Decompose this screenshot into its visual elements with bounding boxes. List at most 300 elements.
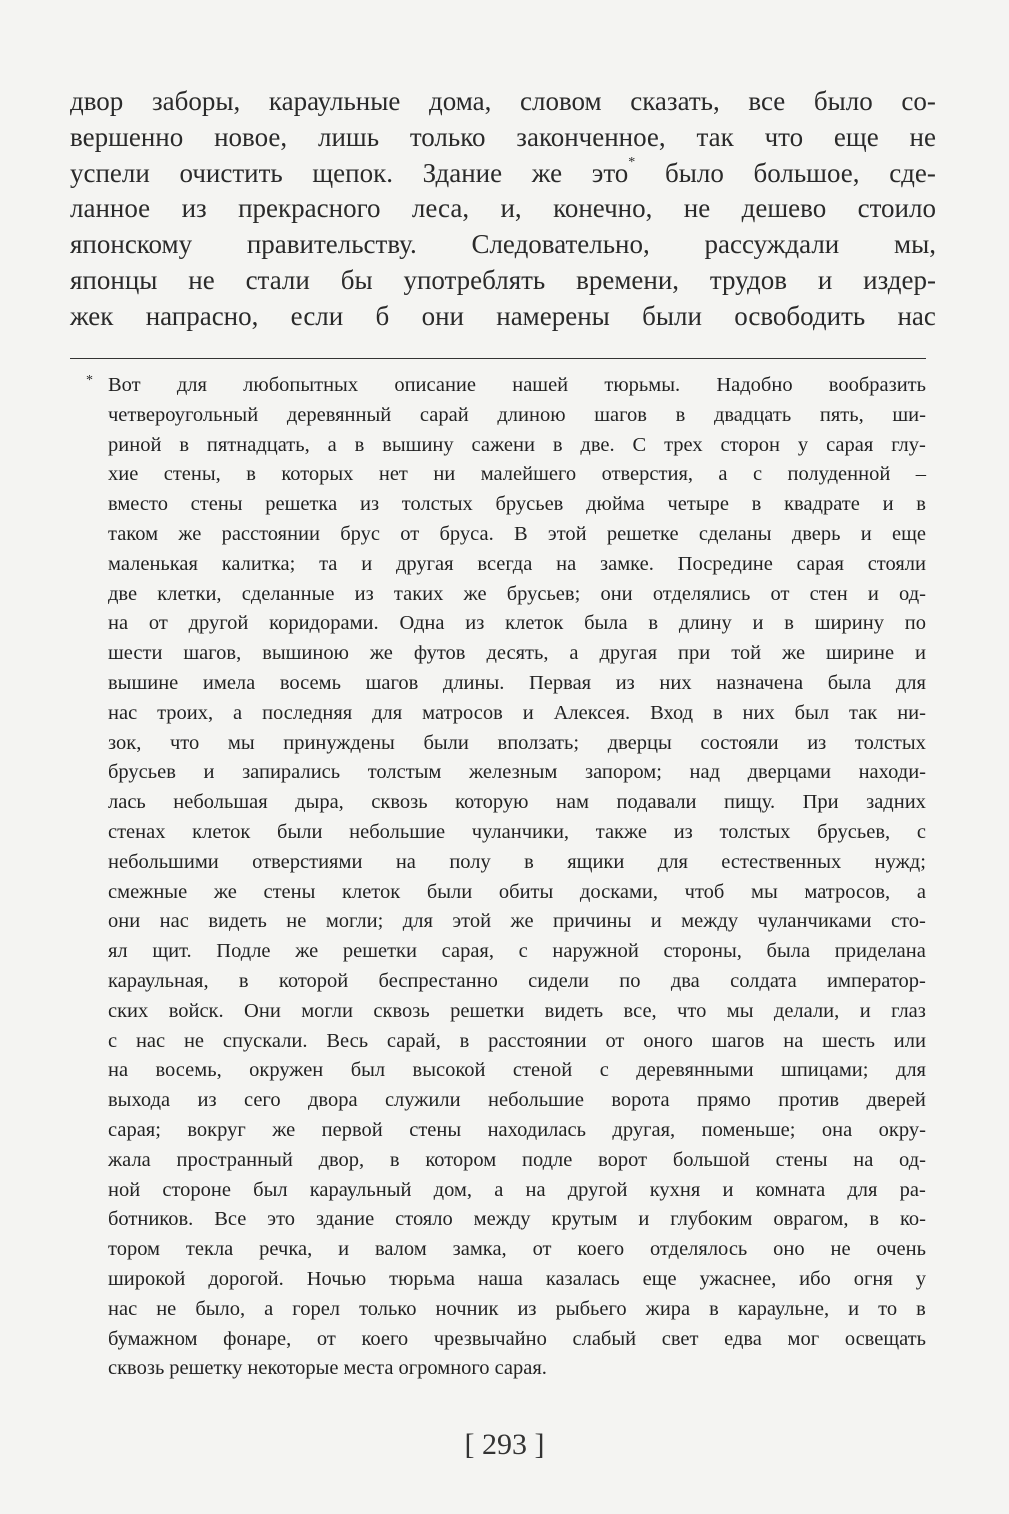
word: напрасно, [145, 300, 259, 331]
word: с [108, 1029, 118, 1052]
word: нужд; [874, 850, 926, 873]
footnote-line [108, 1295, 926, 1325]
word: в [246, 463, 256, 486]
word: трудов [709, 264, 787, 295]
word: не [830, 1238, 851, 1261]
footnote-line [108, 997, 926, 1027]
word: дорогой. [208, 1267, 284, 1290]
word: на [556, 552, 577, 575]
word: на [783, 1029, 804, 1052]
word: мы [751, 880, 778, 903]
word: тюрьма [389, 1267, 455, 1290]
word: всегда [477, 552, 533, 575]
word: могли [301, 999, 353, 1022]
word: глубоким [670, 1208, 753, 1231]
word: при [678, 642, 711, 665]
main_text-line [70, 263, 936, 299]
word: а [233, 701, 243, 724]
word: – [915, 463, 926, 486]
word: чуланчики, [471, 820, 570, 843]
word: дома, [429, 86, 492, 116]
word: же [272, 1118, 296, 1141]
word: замке. [600, 552, 654, 575]
word: ящики [567, 850, 625, 873]
word: первой [321, 1118, 383, 1141]
word: освещать [844, 1327, 926, 1350]
word: Вход [650, 701, 694, 724]
word: причины [553, 910, 632, 933]
word: и [752, 612, 764, 635]
word: дверцами [747, 761, 831, 784]
word: и [867, 582, 879, 605]
word: же [178, 522, 202, 545]
word: не [286, 910, 307, 933]
word: ских [108, 999, 149, 1022]
word: над [689, 761, 721, 784]
word: свет [661, 1327, 699, 1350]
word: которой [278, 969, 349, 992]
word: Следовательно, [471, 229, 650, 260]
word: лишь [317, 121, 380, 152]
word: в [751, 493, 762, 516]
word: расстоянии [488, 1029, 587, 1052]
word: другой [567, 1178, 628, 1201]
word: служили [384, 1089, 461, 1112]
word: из [181, 193, 207, 224]
word: мы, [894, 229, 936, 260]
word: прекрасного [238, 193, 381, 224]
word: было [813, 86, 873, 116]
word: риной [108, 433, 162, 456]
word: од- [899, 582, 926, 605]
word: стороны, [663, 940, 742, 963]
word: новое, [214, 121, 288, 152]
word: широкой [108, 1267, 186, 1290]
word: зок, [108, 731, 142, 754]
word: лась [108, 791, 146, 814]
word: спускали. [222, 1029, 308, 1052]
footnote-line [108, 1056, 926, 1086]
word: если [290, 300, 344, 331]
word: матросов [422, 701, 503, 724]
word: также [595, 820, 647, 843]
word: времени, [576, 264, 680, 295]
word: а [569, 642, 579, 665]
word: ворот [598, 1148, 648, 1171]
word: рассуждали [704, 229, 840, 260]
footnote-line [108, 1235, 926, 1265]
word: шагов [594, 403, 647, 426]
word: отверстиями [252, 850, 363, 873]
word: коего [577, 1238, 625, 1261]
word: футов [413, 642, 466, 665]
word: не [683, 193, 711, 224]
word: находи- [858, 761, 926, 784]
word: из [359, 493, 380, 516]
word: в [238, 969, 249, 992]
word: на [395, 850, 416, 873]
word: издер- [863, 264, 936, 295]
main_text-line [70, 299, 936, 335]
word: что [677, 999, 707, 1022]
word: вышиною [262, 642, 349, 665]
word: другая [395, 552, 454, 575]
word: другая, [612, 1118, 676, 1141]
word: решетку [169, 1357, 243, 1380]
word: другой [188, 612, 249, 635]
word: чтоб [684, 880, 725, 903]
word: дверцы [607, 731, 672, 754]
word: еще [642, 1267, 677, 1290]
word: от [605, 1029, 625, 1052]
word: щепок. [312, 157, 393, 188]
word: любопытных [243, 374, 359, 396]
main_text-line [70, 156, 936, 192]
word: мог [787, 1327, 820, 1350]
word: квадрате [784, 493, 860, 516]
word: была [584, 612, 628, 635]
word: из [354, 582, 374, 605]
word: замка, [452, 1238, 507, 1261]
footnote-line [108, 1086, 926, 1116]
word: вползать; [497, 731, 580, 754]
word: ко- [899, 1208, 926, 1231]
word: из [465, 612, 485, 635]
word: жира [645, 1297, 691, 1320]
word: было [664, 157, 724, 188]
word: небольшие [488, 1089, 584, 1112]
word: две. [580, 433, 615, 456]
word: них [742, 701, 775, 724]
word: в [524, 850, 534, 873]
word: отделялись [652, 582, 751, 605]
word: стояли [867, 552, 926, 575]
word: все [748, 86, 786, 116]
word: полу [449, 850, 491, 873]
word: и [338, 1238, 350, 1261]
word: шагов [365, 671, 419, 694]
word: наша [477, 1267, 523, 1290]
word: а [718, 463, 728, 486]
page-number: [ 293 ] [464, 1428, 545, 1461]
word: Алексея. [553, 701, 631, 724]
word: со- [901, 86, 936, 116]
word: Весь [326, 1029, 369, 1052]
footnote-divider [70, 358, 926, 359]
word: запирались [242, 761, 341, 784]
word: ворота [611, 1089, 670, 1112]
word: брусьев; [506, 582, 581, 605]
word: сего [243, 1089, 281, 1112]
word: леса, [411, 193, 470, 224]
footnote-line [108, 729, 926, 759]
word: ра- [899, 1178, 926, 1201]
footnote-line [108, 1265, 926, 1295]
word: клетки, [157, 582, 222, 605]
word: против [778, 1089, 840, 1112]
word: это* [591, 154, 636, 188]
word: или [893, 1029, 926, 1052]
word: и [638, 1208, 650, 1231]
word: брус [340, 522, 381, 545]
word: стеной [512, 1059, 573, 1082]
main_text-line [70, 84, 936, 120]
footnote-line [108, 490, 926, 520]
word: в [784, 612, 794, 635]
word: стороне [162, 1178, 231, 1201]
word: деревянными [636, 1059, 754, 1082]
word: щит. [152, 940, 192, 963]
word: сарая. [494, 1357, 547, 1380]
word: и [361, 552, 373, 575]
word: и, [500, 193, 522, 224]
word: едва [724, 1327, 762, 1350]
word: горел [292, 1297, 341, 1320]
footnote-line [108, 669, 926, 699]
word: троих, [157, 701, 214, 724]
word: с [916, 820, 926, 843]
word: между [473, 1208, 531, 1231]
word: успели [70, 157, 150, 188]
word: стены [775, 1148, 828, 1171]
word: толстых [401, 493, 473, 516]
word: освободить [734, 300, 866, 331]
word: толстым [367, 761, 442, 784]
footnote-line [108, 520, 926, 550]
word: длины. [442, 671, 505, 694]
word: чуланчиками [757, 910, 872, 933]
word: стали [245, 264, 310, 295]
word: стояло [395, 1208, 453, 1231]
word: толстых [719, 820, 791, 843]
word: беспрестанно [378, 969, 498, 992]
word: отверстия, [601, 463, 693, 486]
word: на [853, 1148, 874, 1171]
word: отделялось [649, 1238, 748, 1261]
footnote-line [108, 818, 926, 848]
word: был [350, 1059, 386, 1082]
word: калитка; [221, 552, 296, 575]
word: и [522, 701, 534, 724]
word: ибо [799, 1267, 831, 1290]
word: были [426, 880, 473, 903]
word: фонаре, [223, 1327, 292, 1350]
word: от [770, 582, 790, 605]
word: император- [827, 969, 926, 992]
word: Здание [422, 157, 503, 188]
word: из [673, 820, 693, 843]
word: решетки [450, 999, 525, 1022]
word: нам [555, 791, 589, 814]
word: нет [378, 463, 408, 486]
footnote-ref: * [628, 154, 636, 170]
footnote-line [108, 1027, 926, 1057]
word: же [782, 642, 806, 665]
word: в [712, 701, 723, 724]
word: сарай [419, 403, 469, 426]
word: стены, [163, 463, 221, 486]
word: все, [623, 999, 657, 1022]
word: стоило [857, 193, 936, 224]
word: них [659, 671, 692, 694]
footnote-line [108, 431, 926, 461]
word: еще [833, 121, 879, 152]
main_text-line [70, 120, 936, 156]
footnote-line [108, 639, 926, 669]
word: были [277, 820, 323, 843]
word: таком [108, 522, 159, 545]
word: они [108, 910, 141, 933]
word: в [552, 433, 563, 456]
word: дешево [741, 193, 827, 224]
word: смежные [108, 880, 188, 903]
word: же [295, 940, 319, 963]
footnote-line [108, 699, 926, 729]
word: Подле [216, 940, 271, 963]
word: расстоянии [221, 522, 320, 545]
word: находилась [487, 1118, 586, 1141]
word: выхода [108, 1089, 171, 1112]
word: на [525, 1178, 546, 1201]
word: двадцать [713, 403, 792, 426]
word: же [463, 582, 487, 605]
word: только [359, 1297, 417, 1320]
word: было, [195, 1297, 246, 1320]
word: же [213, 880, 237, 903]
word: сделанные [241, 582, 335, 605]
word: небольшие [349, 820, 446, 843]
word: жек [70, 300, 114, 331]
word: стены [409, 1118, 462, 1141]
word: а [264, 1297, 274, 1320]
word: и [722, 1178, 734, 1201]
word: в [179, 433, 189, 456]
word: нас [108, 1297, 138, 1320]
word: котором [425, 1148, 497, 1171]
word: от [400, 522, 420, 545]
footnote-line [108, 580, 926, 610]
word: принуждены [283, 731, 395, 754]
word: естественных [721, 850, 842, 873]
word: а [916, 880, 926, 903]
word: же [510, 910, 534, 933]
word: наружной [552, 940, 639, 963]
word: С [632, 433, 647, 456]
word: ной [108, 1178, 141, 1201]
word: караульные [268, 86, 401, 116]
word: мы [726, 999, 754, 1022]
word: В [513, 522, 528, 545]
footnote-line [108, 460, 926, 490]
word: шесть [822, 1029, 875, 1052]
word: и [650, 910, 662, 933]
word: еще [891, 522, 926, 545]
word: досками, [579, 880, 659, 903]
word: решетка [265, 493, 338, 516]
word: нашей [512, 374, 569, 396]
word: стенах [108, 820, 166, 843]
word: ужаснее, [699, 1267, 777, 1290]
word: огня [853, 1267, 893, 1290]
word: ширину [814, 612, 884, 635]
word: нас [897, 300, 936, 331]
word: четыре [667, 493, 729, 516]
word: сказать, [630, 86, 720, 116]
word: дыра, [295, 791, 344, 814]
word: стены [263, 880, 316, 903]
word: не [909, 121, 936, 152]
word: кухня [649, 1178, 701, 1201]
word: ни- [897, 701, 926, 724]
footnote-line [108, 371, 926, 401]
footnote-line [108, 907, 926, 937]
word: сквозь [371, 791, 428, 814]
word: трех [664, 433, 703, 456]
footnote [86, 371, 926, 1384]
word: ширине [826, 642, 895, 665]
word: очистить [179, 157, 283, 188]
word: бруса. [439, 522, 494, 545]
footnote-line [108, 758, 926, 788]
word: от [532, 1238, 552, 1261]
word: той [731, 642, 762, 665]
word: видеть [208, 910, 267, 933]
word: та [319, 552, 338, 575]
word: некоторые [247, 1357, 339, 1380]
word: окружен [249, 1059, 324, 1082]
word: подле [522, 1148, 573, 1171]
word: поменьше; [701, 1118, 796, 1141]
word: глу- [891, 433, 926, 456]
word: для [372, 701, 403, 724]
footnote-line [108, 878, 926, 908]
word: была [766, 940, 811, 963]
word: Ночью [306, 1267, 367, 1290]
word: были [642, 300, 702, 331]
word: пространный [176, 1148, 293, 1171]
word: высокой [412, 1059, 486, 1082]
word: сарай, [386, 1029, 441, 1052]
word: описание [394, 374, 476, 396]
footnote-line [108, 788, 926, 818]
word: длину [678, 612, 732, 635]
word: в [709, 1297, 719, 1320]
word: из [197, 1089, 217, 1112]
word: шпицами; [781, 1059, 869, 1082]
word: небольшими [108, 850, 219, 873]
word: из [807, 731, 827, 754]
word: две [108, 582, 138, 605]
word: ши- [892, 403, 926, 426]
word: малейшего [480, 463, 577, 486]
word: коридорами. [269, 612, 379, 635]
word: из [615, 671, 635, 694]
word: приделана [834, 940, 926, 963]
word: Первая [529, 671, 592, 694]
word: между [681, 910, 739, 933]
word: двора [307, 1089, 358, 1112]
word: решетки [342, 940, 417, 963]
word: сто- [890, 910, 926, 933]
word: текла [185, 1238, 234, 1261]
word: последняя [262, 701, 353, 724]
word: в [869, 1208, 880, 1231]
word: на [108, 612, 129, 635]
main_text-line [70, 191, 936, 227]
word: которую [455, 791, 529, 814]
word: ланное [70, 193, 151, 224]
word: ял [108, 940, 128, 963]
